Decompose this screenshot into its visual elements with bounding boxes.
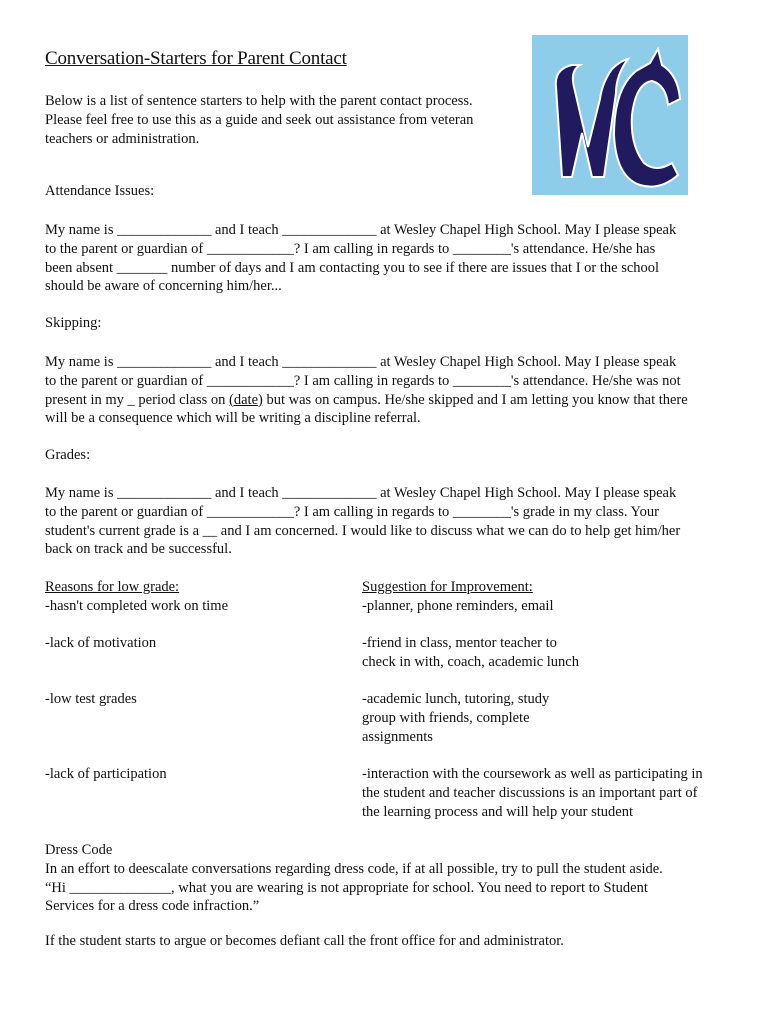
reason-item: -lack of motivation	[45, 635, 157, 651]
suggestion-line: -interaction with the coursework as well as participating in	[362, 766, 703, 782]
paragraph-line: In an effort to deescalate conversations regarding dress code, if at all possible, try to pull the student aside.	[45, 860, 663, 877]
paragraph-line: to the parent or guardian of ____________? I am calling in regards to ________'s grade in my class. Your	[45, 503, 659, 520]
paragraph-line: should be aware of concerning him/her...	[45, 278, 282, 295]
paragraph-line: back on track and be successful.	[45, 541, 232, 558]
suggestion-item	[362, 634, 742, 672]
paragraph-line: Services for a dress code infraction.”	[45, 898, 260, 915]
grades-paragraph	[45, 484, 735, 559]
final-note: If the student starts to argue or becomes defiant call the front office for and administrator.	[45, 933, 564, 949]
text-segment: present in my _ period class on	[45, 391, 230, 408]
suggestion-item	[362, 765, 742, 821]
paragraph-line: to the parent or guardian of ____________? I am calling in regards to ________'s attendance. He/she was not	[45, 372, 681, 389]
intro-line: Please feel free to use this as a guide and seek out assistance from veteran	[45, 111, 474, 128]
suggestion-line: check in with, coach, academic lunch	[362, 653, 579, 670]
intro-line: teachers or administration.	[45, 130, 200, 147]
suggestion-line: -friend in class, mentor teacher to	[362, 635, 557, 651]
paragraph-line	[45, 391, 735, 410]
date-placeholder: (date)	[229, 391, 263, 408]
suggestion-item	[362, 597, 742, 616]
suggestion-item	[362, 690, 742, 746]
reasons-header: Reasons for low grade:	[45, 579, 180, 595]
skipping-paragraph	[45, 353, 735, 428]
text-segment: but was on campus. He/she skipped and I am letting you know that there	[262, 391, 688, 408]
intro-paragraph	[45, 92, 515, 148]
suggestion-line: -planner, phone reminders, email	[362, 598, 554, 614]
suggestion-line: the learning process and will help your student	[362, 803, 634, 820]
suggestion-line: assignments	[362, 728, 433, 745]
paragraph-line: My name is _____________ and I teach _____________ at Wesley Chapel High School. May I please speak	[45, 222, 677, 238]
paragraph-line: My name is _____________ and I teach _____________ at Wesley Chapel High School. May I please speak	[45, 354, 677, 370]
dress-code-heading: Dress Code	[45, 842, 113, 858]
paragraph-line: My name is _____________ and I teach _____________ at Wesley Chapel High School. May I please speak	[45, 485, 677, 501]
dress-code-section	[45, 841, 735, 916]
suggestion-line: group with friends, complete	[362, 709, 530, 726]
attendance-paragraph	[45, 221, 735, 296]
paragraph-line: will be a consequence which will be writing a discipline referral.	[45, 410, 421, 427]
paragraph-line: “Hi ______________, what you are wearing is not appropriate for school. You need to report to Student	[45, 879, 648, 896]
grades-heading: Grades:	[45, 447, 91, 463]
paragraph-line: student's current grade is a __ and I am concerned. I would like to discuss what we can do to help get him/her	[45, 522, 681, 539]
reason-item: -hasn't completed work on time	[45, 598, 229, 614]
attendance-heading: Attendance Issues:	[45, 183, 155, 199]
suggestion-line: the student and teacher discussions is an important part of	[362, 784, 698, 801]
paragraph-line: to the parent or guardian of ____________? I am calling in regards to ________'s attendance. He/she has	[45, 240, 656, 257]
paragraph-line: been absent _______ number of days and I am contacting you to see if there are issues that I or the school	[45, 259, 660, 276]
suggestions-header: Suggestion for Improvement:	[362, 579, 533, 595]
reason-item: -low test grades	[45, 691, 137, 707]
intro-line: Below is a list of sentence starters to help with the parent contact process.	[45, 93, 473, 109]
reason-item: -lack of participation	[45, 766, 167, 782]
skipping-heading: Skipping:	[45, 315, 102, 331]
suggestion-line: -academic lunch, tutoring, study	[362, 691, 550, 707]
page-title: Conversation-Starters for Parent Contact	[45, 48, 347, 69]
school-logo	[532, 35, 688, 195]
